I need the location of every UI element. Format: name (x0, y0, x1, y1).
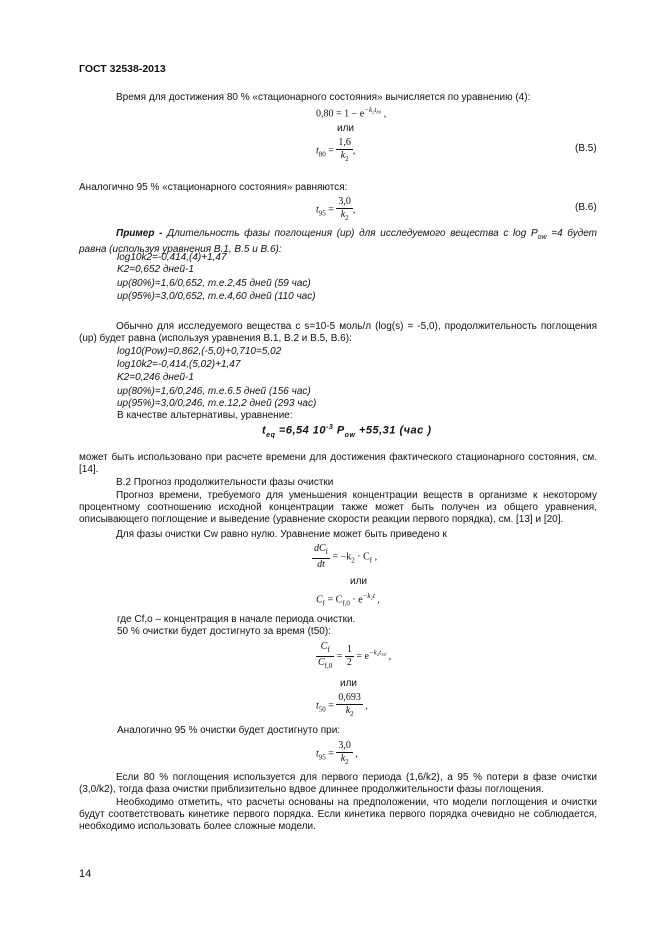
equation-label-b6: (В.6) (575, 202, 597, 213)
equation-teq: $t_{eq} =6,54$ $10^{-3}$ $P_{ow} +55,31$ (час ) (262, 424, 432, 439)
paragraph-prediction: Прогноз времени, требуемого для уменьшения концентрации веществ в организме к некоторому процентному соотношению исходной концентрации также может быть получен из общего уравнения, описывающего поглощение и выведение (уравнение скорости реакции первого порядка), см. [13] и [20]. (79, 490, 597, 525)
section-heading-b2: В.2 Прогноз продолжительности фазы очистки (116, 477, 334, 488)
equation-080: $0,80 = 1 - e^{-k_2t_{80}}$ , (316, 106, 387, 120)
equation-ratio: $\frac{C_f}{C_{f,0}}$ = $\frac{1}{2}$ = $e^{-k_2t_{50}}$ , (318, 641, 392, 670)
or-label: или (340, 678, 358, 689)
paragraph-comparison: Если 80 % поглощения используется для первого периода (1,6/k2), а 95 % потери в фазе очистки (3,0/k2), тогда фаза очистки приблизительно вдвое длиннее продолжительности фазы поглощения. (79, 772, 597, 795)
equation-b6: $t_{95}$ = $\frac{3,0}{k_2}$ , (316, 196, 356, 222)
example2-line: up(80%)=1,6/0,246, т.е.6.5 дней (156 час) (117, 386, 311, 397)
equation-dcf-dt: $\frac{dC_f}{dt}$ = $-k_2 \cdot C_f$ , (314, 543, 378, 570)
example-line: up(95%)=3,0/0,652, т.е.4,60 дней (110 час) (117, 291, 316, 302)
equation-b5: $t_{80}$ = $\frac{1,6}{k_2}$ , (316, 137, 356, 163)
paragraph-typical-substance: Обычно для исследуемого вещества с s=10-5 моль/л (log(s) = -5,0), продолжительность поглощения (up) будет равна (используя уравнения В.1, В.2 и В.5, В.6): (79, 321, 597, 344)
equation-label-b5: (В.5) (575, 143, 597, 154)
example-line: up(80%)=1,6/0,652, т.е.2,45 дней (59 час) (117, 278, 311, 289)
document-header: ГОСТ 32538-2013 (79, 63, 166, 75)
paragraph-cw-zero: Для фазы очистки Cw равно нулю. Уравнение может быть приведено к (116, 529, 447, 540)
paragraph-95-steady: Аналогично 95 % «стационарного состояния» равняются: (79, 182, 348, 193)
paragraph-95-cleanup: Аналогично 95 % очистки будет достигнуто при: (117, 725, 341, 736)
or-label: или (337, 123, 355, 134)
page-number: 14 (79, 868, 92, 880)
equation-t95: $t_{95}$ = $\frac{3,0}{k_2}$ , (316, 740, 358, 766)
paragraph-50-cleanup: 50 % очистки будет достигнуто за время (t50): (117, 626, 331, 637)
example2-line: K2=0,246 дней-1 (117, 372, 194, 383)
equation-t50: $t_{50}$ = $\frac{0,693}{k_2}$ , (316, 692, 368, 718)
example-line: log10k2=-0,414,(4)+1,47 (117, 252, 227, 263)
example-paragraph: Пример - Длительность фазы поглощения (up) для исследуемого вещества с $\log P_{ow} =4$ будет равна (используя уравнения В.1, В.5 и В.6): (79, 228, 598, 255)
paragraph-note: Необходимо отметить, что расчеты основаны на предположении, что модели поглощения и очистки будут соответствовать кинетике первого порядка. Если кинетика первого порядка очевидно не соблюдается, необходимо использовать более сложные модели. (79, 797, 597, 832)
paragraph-80-time: Время для достижения 80 % «стационарного состояния» вычисляется по уравнению (4): (116, 92, 531, 103)
example2-line: log10k2=-0,414,(5,02)+1,47 (117, 359, 241, 370)
paragraph-alternative: В качестве альтернативы, уравнение: (117, 410, 293, 421)
paragraph-cf0-definition: где Cf,o – концентрация в начале периода очистки. (117, 614, 356, 625)
example2-line: up(95%)=3,0/0,246, т.е.12,2 дней (293 час) (117, 398, 317, 409)
example2-line: log10(Pow)=0,862,(-5,0)+0,710=5,02 (117, 346, 282, 357)
paragraph-teq-usage: может быть использовано при расчете времени для достижения фактического стационарного состояния, см. [14]. (79, 452, 597, 475)
equation-cf: $C_f = C_{f,0} \cdot e^{-k_2t}$ , (316, 592, 380, 608)
example-line: K2=0,652 дней-1 (117, 264, 194, 275)
or-label: или (350, 576, 368, 587)
